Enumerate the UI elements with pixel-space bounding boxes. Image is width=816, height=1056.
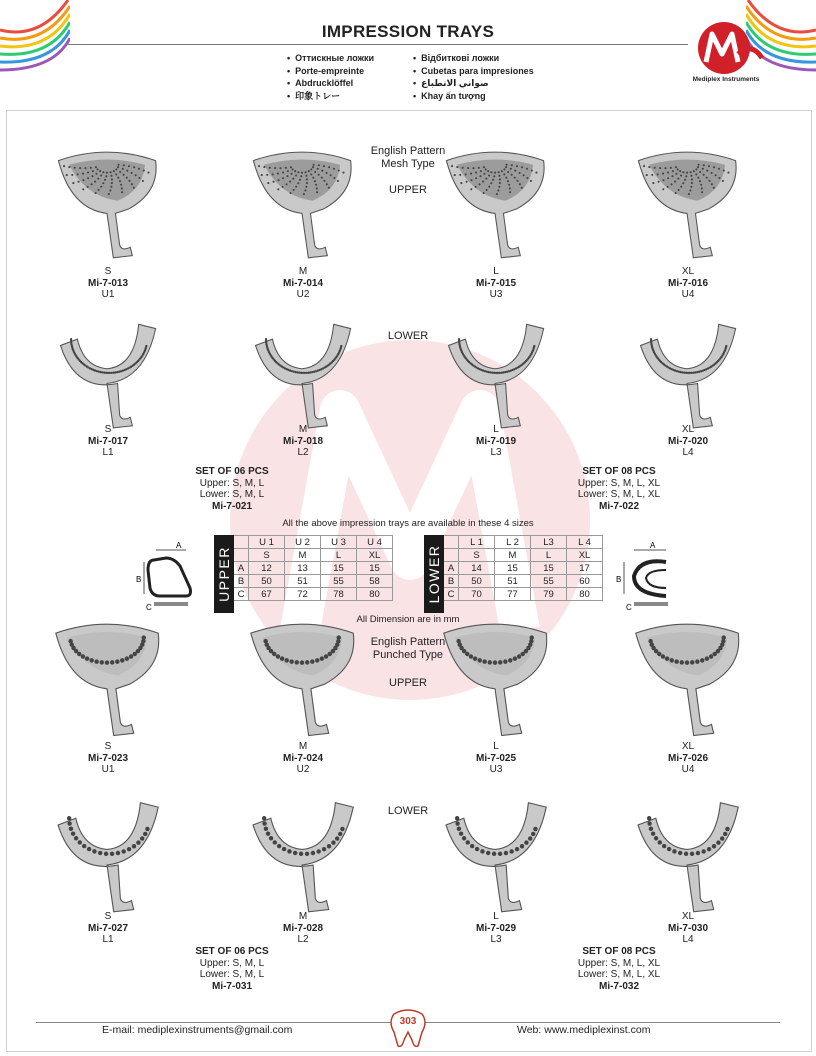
punched-upper-tray-image [436,622,554,740]
product-ref: L3 [490,447,502,458]
table-row: S M L XL [444,549,603,562]
product-size: XL [681,741,695,752]
diagram-label-a: A [176,541,182,550]
product-size: M [298,424,308,435]
product-ref: L2 [297,934,309,945]
product-code: Mi-7-028 [282,922,323,934]
mesh-set-06: SET OF 06 PCS Upper: S, M, L Lower: S, M, L Mi-7-021 [195,466,269,512]
translations-right [413,52,534,102]
product-ref: U1 [101,764,115,775]
mesh-set-08: SET OF 08 PCS Upper: S, M, L, XL Lower: S, M, L, XL Mi-7-022 [577,466,661,512]
product-size: S [104,424,112,435]
product-size: M [298,266,308,277]
product-code: Mi-7-026 [667,752,708,764]
product-ref: L1 [102,934,114,945]
punched-lower-tray-image [48,796,166,914]
product-code: Mi-7-019 [475,435,516,447]
table-row: C 70 77 79 80 [444,588,603,601]
punched-lower-tray-image [243,796,361,914]
upper-size-band: UPPER [214,535,234,613]
product-size: M [298,741,308,752]
rainbow-decoration-left [0,0,70,110]
product-ref: U1 [101,289,115,300]
product-code: Mi-7-025 [475,752,516,764]
title-divider [68,44,688,45]
product-code: Mi-7-023 [87,752,128,764]
product-ref: L3 [490,934,502,945]
translation-japanese: • 印象トレー [287,90,374,103]
product-size: XL [681,266,695,277]
lower-size-band: LOWER [424,535,444,613]
product-size: S [104,911,112,922]
product-size: S [104,741,112,752]
product-code: Mi-7-017 [87,435,128,447]
lower-size-table [444,535,603,601]
translations-left [287,52,374,102]
product-code: Mi-7-027 [87,922,128,934]
product-label [628,266,748,301]
translation-german: • Abdrucklöffel [287,77,374,90]
product-ref: L2 [297,447,309,458]
product-code: Mi-7-016 [667,277,708,289]
mesh-upper-label: UPPER [389,184,427,196]
mesh-lower-label: LOWER [387,330,429,342]
mesh-lower-tray-image [628,318,746,430]
mesh-lower-tray-image [48,318,166,430]
product-ref: L1 [102,447,114,458]
product-code: Mi-7-029 [475,922,516,934]
svg-text:B: B [616,575,622,584]
product-ref: U3 [489,289,503,300]
dimension-unit-note: All Dimension are in mm [356,614,460,625]
table-row: B 50 51 55 58 [234,575,393,588]
table-row: C 67 72 78 80 [234,588,393,601]
table-row: U 1 U 2 U 3 U 4 [234,536,393,549]
footer-email[interactable]: E-mail: mediplexinstruments@gmail.com [102,1024,293,1036]
mesh-upper-tray-image [48,150,166,262]
product-size: L [493,266,499,277]
punched-lower-label: LOWER [387,805,429,817]
table-row: S M L XL [234,549,393,562]
punched-upper-label: UPPER [389,677,427,689]
product-label [48,741,168,776]
product-label [628,741,748,776]
product-size: M [298,911,308,922]
product-size: L [493,911,499,922]
product-ref: L4 [682,934,694,945]
product-ref: U2 [296,764,310,775]
punched-set-08: SET OF 08 PCS Upper: S, M, L, XL Lower: S, M, L, XL Mi-7-032 [577,946,661,992]
diagram-label-b: B [136,575,142,584]
product-label [436,424,556,459]
table-row: A 14 15 15 17 [444,562,603,575]
product-ref: U2 [296,289,310,300]
product-code: Mi-7-020 [667,435,708,447]
product-ref: L4 [682,447,694,458]
table-row: A 12 13 15 15 [234,562,393,575]
punched-lower-tray-image [628,796,746,914]
tooth-icon [386,1008,430,1048]
translation-spanish: • Cubetas para impresiones [413,65,534,78]
product-label [243,266,363,301]
product-size: S [104,266,112,277]
product-label [628,911,748,946]
table-row: B 50 51 55 60 [444,575,603,588]
product-code: Mi-7-013 [87,277,128,289]
product-label [436,741,556,776]
svg-text:A: A [650,541,656,550]
punched-upper-tray-image [628,622,746,740]
product-size: L [493,424,499,435]
product-label [48,266,168,301]
upper-tray-dimension-diagram [136,540,196,614]
punched-set-06: SET OF 06 PCS Upper: S, M, L Lower: S, M, L Mi-7-031 [195,946,269,992]
diagram-label-c: C [146,603,152,612]
translation-french: • Porte-empreinte [287,65,374,78]
logo-text: Mediplex Instruments [692,76,760,83]
translation-vietnamese: • Khay ấn tượng [413,90,534,103]
product-ref: U4 [681,764,695,775]
table-row: L 1 L 2 L3 L 4 [444,536,603,549]
product-ref: U3 [489,764,503,775]
mesh-lower-tray-image [243,318,361,430]
mesh-heading: English Pattern Mesh Type [370,145,446,170]
product-code: Mi-7-018 [282,435,323,447]
page-title: IMPRESSION TRAYS [321,22,495,41]
lower-tray-dimension-diagram [616,540,676,614]
footer-website[interactable]: Web: www.mediplexinst.com [517,1024,651,1036]
product-size: XL [681,911,695,922]
product-label [48,911,168,946]
product-label [243,741,363,776]
product-label [436,911,556,946]
product-ref: U4 [681,289,695,300]
punched-upper-tray-image [48,622,166,740]
mesh-upper-tray-image [628,150,746,262]
product-label [628,424,748,459]
translation-russian: • Оттискные ложки [287,52,374,65]
product-label [48,424,168,459]
product-code: Mi-7-030 [667,922,708,934]
sizes-availability-note: All the above impression trays are available in these 4 sizes [282,518,534,529]
product-code: Mi-7-014 [282,277,323,289]
svg-text:C: C [626,603,632,612]
product-code: Mi-7-024 [282,752,323,764]
mesh-upper-tray-image [243,150,361,262]
punched-heading: English Pattern Punched Type [370,636,446,661]
product-size: XL [681,424,695,435]
product-label [436,266,556,301]
mesh-upper-tray-image [436,150,554,262]
translation-ukrainian: • Відбиткові ложки [413,52,534,65]
punched-upper-tray-image [243,622,361,740]
product-size: L [493,741,499,752]
upper-size-table [234,535,393,601]
punched-lower-tray-image [436,796,554,914]
mesh-lower-tray-image [436,318,554,430]
page-number: 303 [399,1016,417,1027]
product-code: Mi-7-015 [475,277,516,289]
product-label [243,911,363,946]
translation-arabic: • صواني الانطباع [413,77,534,90]
product-label [243,424,363,459]
